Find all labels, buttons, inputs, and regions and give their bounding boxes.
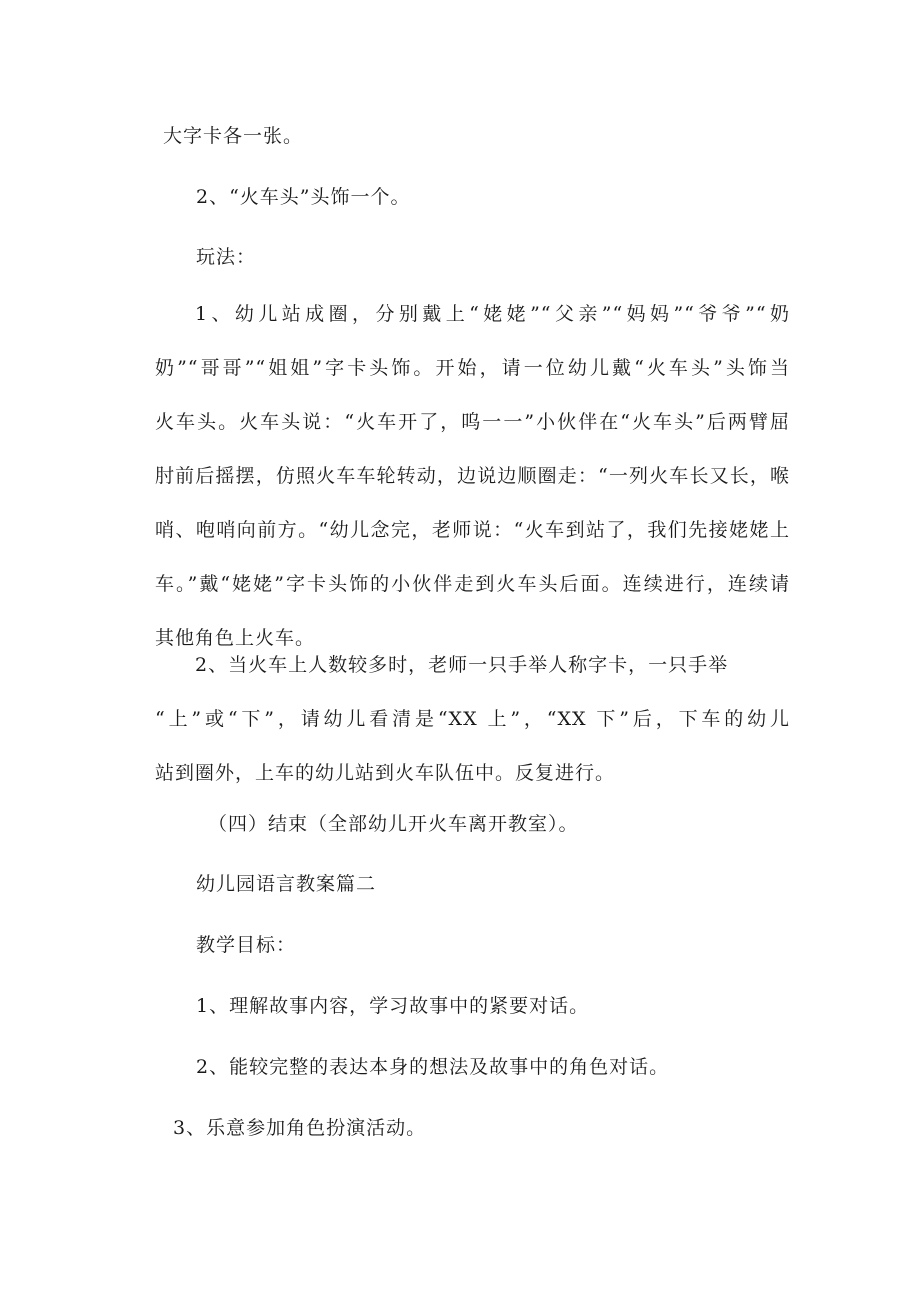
paragraph-gameplay-heading: 玩法： [196,246,257,268]
text-line: 哨、咆哨向前方。“幼儿念完，老师说：“火车到站了，我们先接姥姥上 [155,519,790,541]
text-line: 其他角色上火车。 [155,627,316,649]
text-line: “上”或“下”，请幼儿看清是“XX 上”，“XX 下”后，下车的幼儿 [155,708,790,730]
text-line: 2、当火车上人数较多时，老师一只手举人称字卡，一只手举 [195,654,729,676]
paragraph-gameplay-step-1 [155,287,790,665]
text-line: 车。”戴“姥姥”字卡头饰的小伙伴走到火车头后面。连续进行，连续请 [155,573,790,595]
paragraph-gameplay-step-2 [155,638,790,800]
text-line: 肘前后摇摆，仿照火车车轮转动，边说边顺圈走：“一列火车长又长，喉 [155,465,790,487]
paragraph-goal-3: 3、乐意参加角色扮演活动。 [173,1117,427,1139]
paragraph-materials-headwear: 2、“火车头”头饰一个。 [196,186,411,208]
text-line: 火车头。火车头说：“火车开了，呜一一”小伙伴在“火车头”后两臂屈 [155,411,790,433]
paragraph-teaching-goals-heading: 教学目标： [196,934,297,956]
text-line: 奶”“哥哥”“姐姐”字卡头饰。开始，请一位幼儿戴“火车头”头饰当 [155,357,790,379]
paragraph-goal-2: 2、能较完整的表达本身的想法及故事中的角色对话。 [196,1056,670,1078]
text-line: 1、幼儿站成圈，分别戴上“姥姥”“父亲”“妈妈”“爷爷”“奶 [195,303,790,325]
paragraph-goal-1: 1、理解故事内容，学习故事中的紧要对话。 [196,995,590,1017]
paragraph-ending: （四）结束（全部幼儿开火车离开教室）。 [208,813,579,835]
section-title-lesson-two: 幼儿园语言教案篇二 [196,873,377,895]
text-line: 站到圈外，上车的幼儿站到火车队伍中。反复进行。 [155,762,616,784]
paragraph-materials-cards: 大字卡各一张。 [163,125,304,147]
